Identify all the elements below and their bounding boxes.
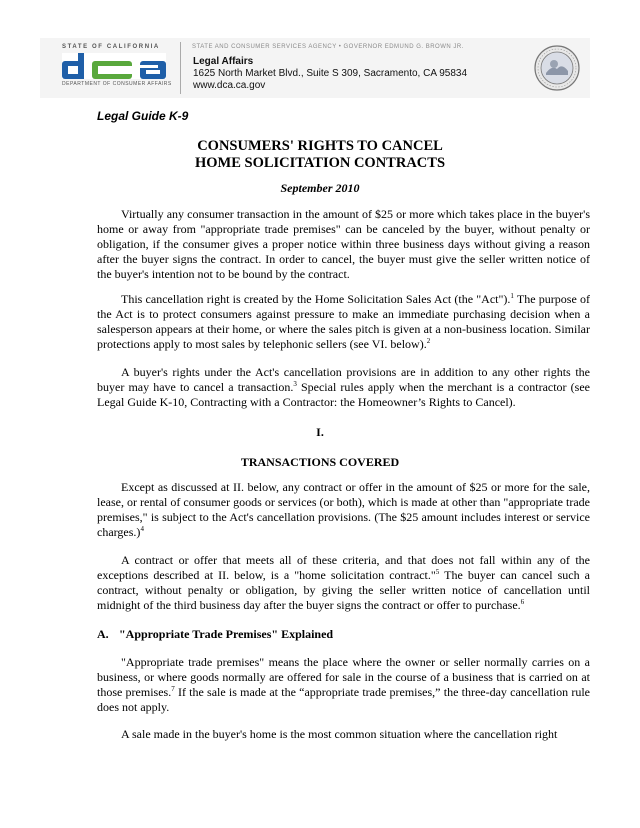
text-run: A buyer's rights under the Act's cancellation provisions are in addition to any other rights the buyer may have to cancel a transaction. (97, 365, 590, 394)
logo-letters (169, 66, 170, 67)
paragraph-text: A sale made in the buyer's home is the most common situation where the cancellation right (121, 727, 558, 741)
footnote-ref[interactable]: 2 (426, 337, 431, 345)
footnote-ref[interactable]: 7 (171, 685, 175, 693)
guide-label: Legal Guide K-9 (97, 109, 189, 123)
paragraph-text (97, 292, 590, 352)
doc-date: September 2010 (280, 181, 360, 195)
logo-mark (62, 53, 172, 79)
text-run: The buyer can cancel such a contract, without penalty or obligation, by giving the seller written notice of cancellation until midnight of the third business day after the buyer signs the contract or offer to purchase. (97, 568, 591, 612)
footnote-ref[interactable]: 6 (520, 598, 525, 606)
doc-title-line2: HOME SOLICITATION CONTRACTS (194, 155, 446, 171)
text-run: A contract or offer that meets all of these criteria, and that does not fall within any of the exceptions described at II. below, is a "home solicitation contract." (97, 553, 590, 582)
paragraph-text (97, 553, 590, 613)
paragraph-text (97, 365, 590, 410)
text-run: The purpose of the Act is to protect consumers against pressure to make an immediate purchasing decision when a salesperson appears at their home, or where the sales pitch is given at a non-business location. Similar protections apply to most sales by telephonic sellers (see VI. below). (97, 292, 590, 351)
paragraph-trade-premises (97, 655, 590, 715)
doc-title-line1: CONSUMERS' RIGHTS TO CANCEL (197, 138, 443, 154)
office-block (193, 56, 467, 92)
text-run: Except as discussed at II. below, any contract or offer in the amount of $25 or more for the sale, lease, or rental of consumer goods or services (or both), which is made at other than "appropriate trade premises," is subject to the Act's cancellation provisions. (The $25 amount includes interest or service charges.) (97, 480, 590, 539)
paragraph-text: Virtually any consumer transaction in the amount of $25 or more which takes place in the buyer's home or away from "appropriate trade premises" can be canceled by the buyer, without penalty or obligation, if the consumer gives a proper notice within three business days without giving a reason after the buyer signs the contract. In order to cancel, the buyer must give the seller written notice of the buyer's intention not to be bound by the contract. (97, 207, 590, 281)
office-title: Legal Affairs (193, 56, 254, 67)
section-number: I. (316, 425, 324, 439)
footnote-ref[interactable]: 1 (510, 292, 514, 300)
dca-logo (62, 44, 172, 94)
paragraph-text (97, 655, 590, 715)
paragraph-home-sale (97, 727, 590, 742)
subsection-heading (97, 627, 333, 642)
footnote-ref[interactable]: 4 (140, 525, 144, 533)
paragraph-rights (97, 365, 590, 410)
paragraph-covered (97, 480, 590, 540)
paragraph-text (97, 480, 590, 540)
letterhead (40, 38, 590, 98)
agency-line: STATE AND CONSUMER SERVICES AGENCY • GOVERNOR EDMUND G. BROWN JR. (192, 44, 464, 50)
logo-department-text: DEPARTMENT OF CONSUMER AFFAIRS (62, 81, 172, 87)
logo-state-text: STATE OF CALIFORNIA (62, 44, 160, 50)
letterhead-divider (180, 42, 181, 94)
paragraph-act (97, 292, 590, 352)
office-website: www.dca.ca.gov (193, 80, 266, 91)
state-seal-icon (534, 45, 580, 91)
subsection-title: "Appropriate Trade Premises" Explained (119, 627, 334, 641)
footnote-ref[interactable]: 3 (293, 380, 297, 388)
subsection-letter: A. (97, 627, 109, 641)
text-run: "Appropriate trade premises" means the place where the owner or seller normally carries on a business, or where goods normally are offered for sale in the course of a business that is carried on at those premises. (97, 655, 590, 699)
paragraph-home-solicitation (97, 553, 590, 613)
text-run: Special rules apply when the merchant is a contractor (see Legal Guide K-10, Contracting with a Contractor: the Homeowner’s Rights to Cancel). (97, 380, 590, 409)
office-address: 1625 North Market Blvd., Suite S 309, Sacramento, CA 95834 (193, 68, 468, 79)
section-heading: TRANSACTIONS COVERED (240, 455, 400, 469)
text-run: If the sale is made at the “appropriate trade premises,” the three-day cancellation rule does not apply. (97, 685, 590, 714)
dca-logo-mark-icon (62, 53, 166, 79)
paragraph-intro (97, 207, 590, 282)
footnote-ref[interactable]: 5 (435, 568, 440, 576)
text-run: This cancellation right is created by the Home Solicitation Sales Act (the "Act"). (121, 292, 511, 306)
